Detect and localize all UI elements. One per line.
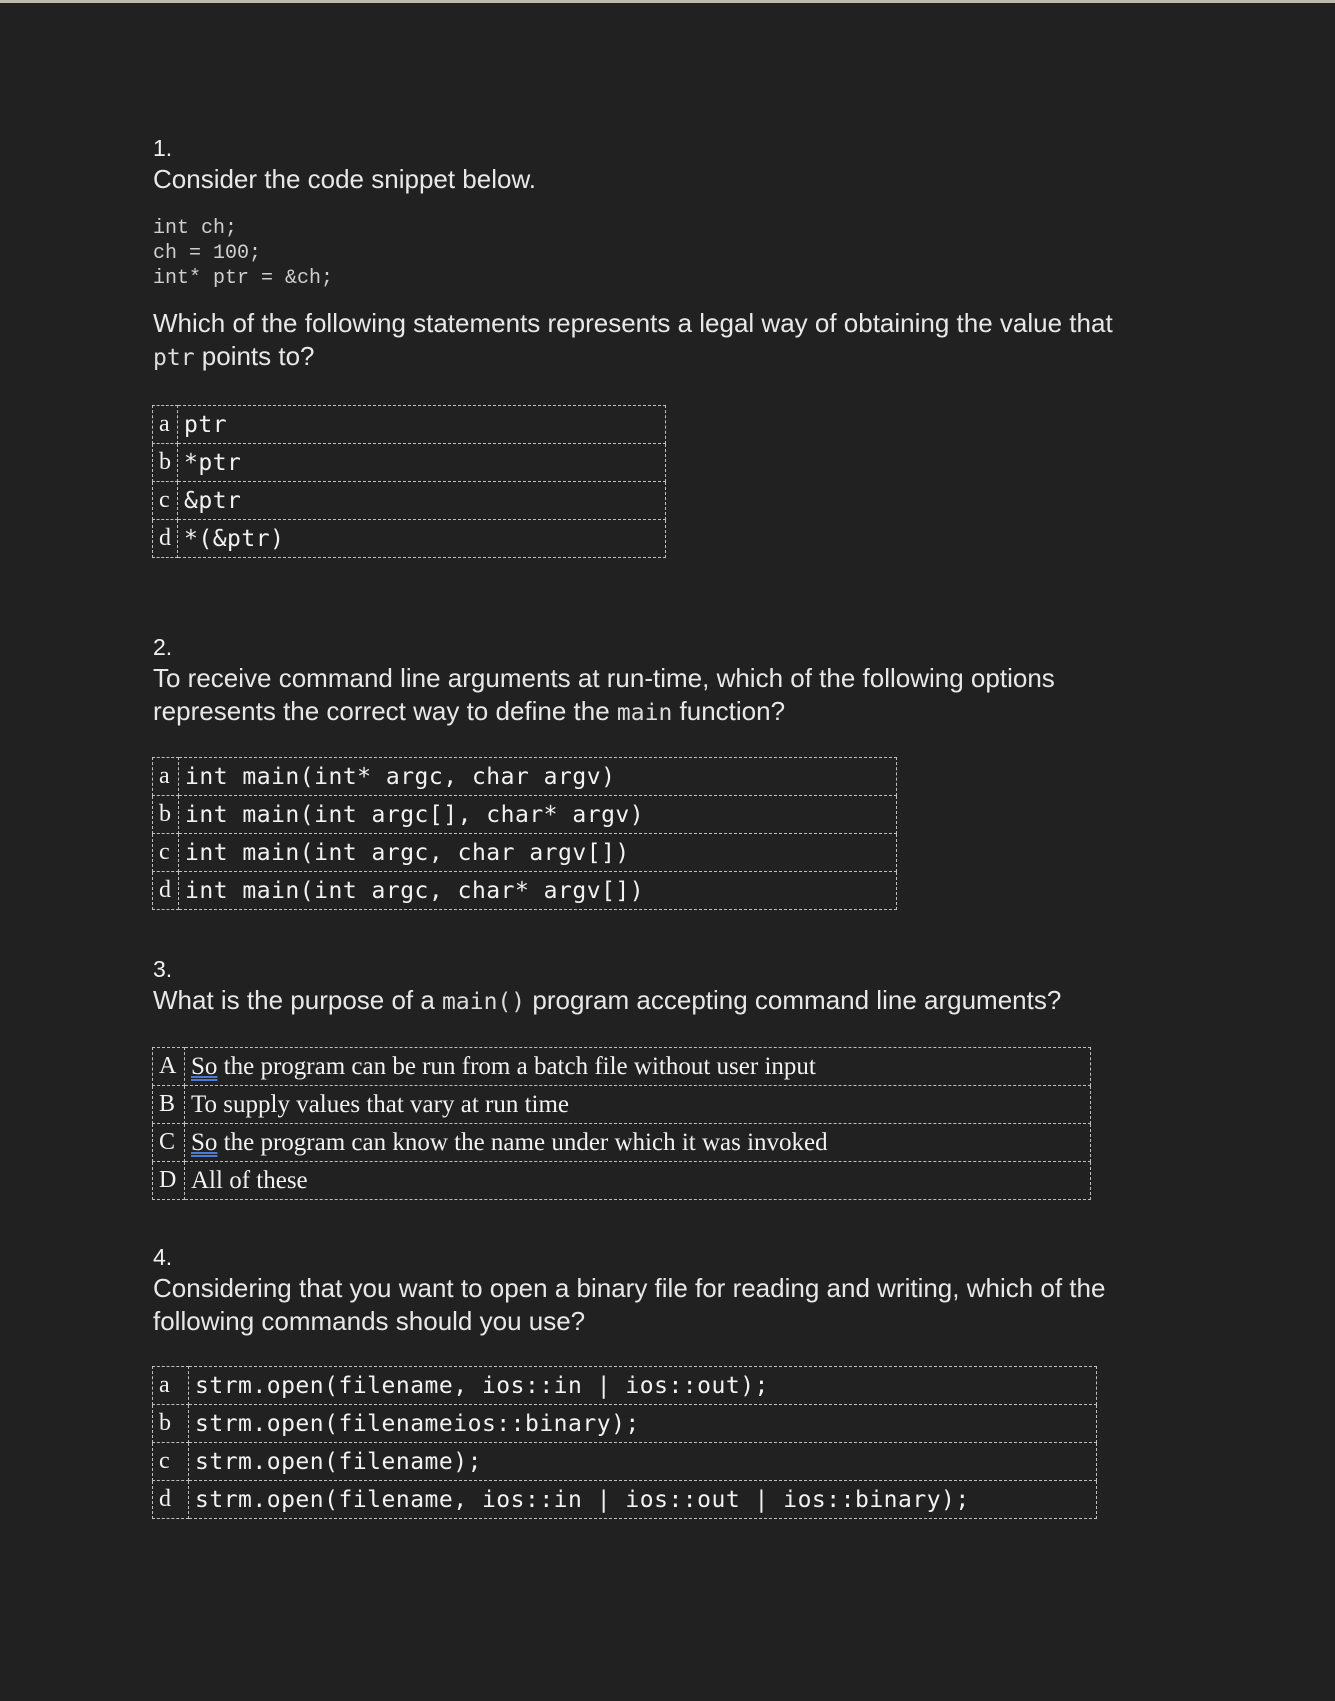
option-letter: A	[153, 1048, 185, 1086]
option-letter: c	[153, 1443, 189, 1481]
option-text: strm.open(filename, ios::in | ios::out | ios::binary);	[189, 1481, 1097, 1519]
code-line: ch = 100;	[153, 242, 262, 265]
option-letter: d	[153, 520, 178, 558]
question-4	[153, 1242, 1163, 1338]
prompt-text: Which of the following statements represents a legal way of obtaining the value that	[153, 308, 1113, 338]
option-text: *ptr	[178, 444, 666, 482]
answer-option[interactable]	[153, 872, 897, 910]
answer-option[interactable]	[153, 1443, 1097, 1481]
option-text: ptr	[178, 406, 666, 444]
answer-option[interactable]	[153, 520, 666, 558]
option-letter: a	[153, 758, 179, 796]
option-text: int main(int* argc, char argv)	[179, 758, 897, 796]
option-letter: C	[153, 1124, 185, 1162]
spellcheck-word: So	[191, 1128, 218, 1156]
option-text: strm.open(filenameios::binary);	[189, 1405, 1097, 1443]
option-letter: c	[153, 834, 179, 872]
answer-option[interactable]	[153, 406, 666, 444]
prompt-text: function?	[672, 696, 786, 726]
option-text: *(&ptr)	[178, 520, 666, 558]
answer-option[interactable]	[153, 1162, 1091, 1200]
option-text: strm.open(filename, ios::in | ios::out);	[189, 1367, 1097, 1405]
prompt-text: program accepting command line arguments?	[525, 985, 1062, 1015]
option-letter: d	[153, 872, 179, 910]
answer-option[interactable]	[153, 444, 666, 482]
answer-option[interactable]	[153, 758, 897, 796]
option-letter: a	[153, 1367, 189, 1405]
prompt-code: main	[616, 700, 673, 726]
question-intro: Consider the code snippet below.	[153, 164, 537, 194]
option-text	[185, 1124, 1091, 1162]
answer-option[interactable]	[153, 482, 666, 520]
question-1	[153, 133, 1153, 375]
question-number: 3.	[153, 956, 173, 982]
question-prompt	[153, 662, 1153, 730]
spellcheck-word: So	[191, 1052, 218, 1080]
answer-options-q4	[152, 1366, 1097, 1519]
question-prompt	[153, 307, 1153, 375]
answer-option[interactable]	[153, 834, 897, 872]
option-text: int main(int argc[], char* argv)	[179, 796, 897, 834]
option-letter: a	[153, 406, 178, 444]
answer-option[interactable]	[153, 1048, 1091, 1086]
question-number: 1.	[153, 135, 173, 161]
option-letter: b	[153, 444, 178, 482]
prompt-code: main()	[442, 989, 526, 1015]
code-line: int ch;	[153, 217, 238, 240]
answer-option[interactable]	[153, 1367, 1097, 1405]
answer-option[interactable]	[153, 1405, 1097, 1443]
answer-option[interactable]	[153, 796, 897, 834]
option-letter: B	[153, 1086, 185, 1124]
code-snippet	[153, 216, 1153, 291]
prompt-text: points to?	[194, 341, 315, 371]
option-letter: d	[153, 1481, 189, 1519]
prompt-text: To receive command line arguments at run-time, which of the following options represents the correct way to define the	[153, 663, 1055, 726]
prompt-code: ptr	[153, 345, 195, 371]
answer-options-q2	[152, 757, 897, 910]
question-prompt: Considering that you want to open a binary file for reading and writing, which of the following commands should you use?	[153, 1273, 1106, 1336]
option-text	[185, 1048, 1091, 1086]
answer-options-q1	[152, 405, 666, 558]
option-text-rest: the program can know the name under which it was invoked	[217, 1128, 828, 1156]
question-prompt	[153, 984, 1273, 1019]
question-3	[153, 954, 1273, 1019]
prompt-text: What is the purpose of a	[153, 985, 443, 1015]
option-letter: b	[153, 1405, 189, 1443]
question-number: 4.	[153, 1244, 173, 1270]
code-line: int* ptr = &ch;	[153, 267, 334, 290]
option-text: &ptr	[178, 482, 666, 520]
window-top-border	[0, 0, 1335, 3]
question-number: 2.	[153, 634, 173, 660]
option-text: int main(int argc, char argv[])	[179, 834, 897, 872]
option-text: To supply values that vary at run time	[185, 1086, 1091, 1124]
option-letter: D	[153, 1162, 185, 1200]
answer-option[interactable]	[153, 1124, 1091, 1162]
answer-option[interactable]	[153, 1086, 1091, 1124]
question-2	[153, 632, 1153, 730]
option-text-rest: the program can be run from a batch file without user input	[217, 1052, 816, 1080]
answer-option[interactable]	[153, 1481, 1097, 1519]
option-text: int main(int argc, char* argv[])	[179, 872, 897, 910]
option-letter: b	[153, 796, 179, 834]
option-letter: c	[153, 482, 178, 520]
option-text: strm.open(filename);	[189, 1443, 1097, 1481]
answer-options-q3	[152, 1047, 1091, 1200]
option-text: All of these	[185, 1162, 1091, 1200]
